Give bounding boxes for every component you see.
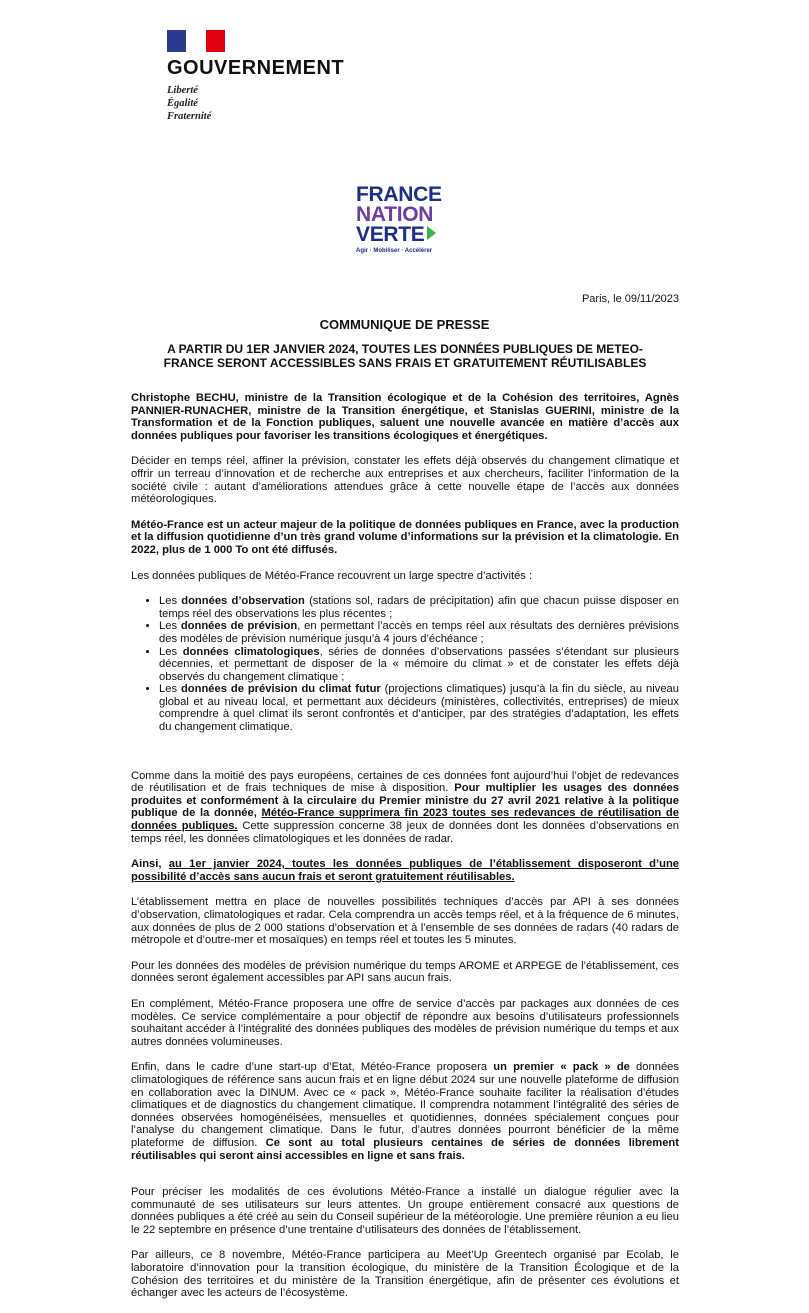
flag-white-band xyxy=(186,30,205,52)
paragraph-5-underlined: au 1er janvier 2024, toutes les données publiques de l’établissement disposeront d’une possibilité d’accès sans aucun frais et seront gratuitement réutilisables. xyxy=(131,858,679,883)
list-item-prefix: Les xyxy=(159,683,181,696)
paragraph-3: Les données publiques de Météo-France recouvrent un large spectre d’activités : xyxy=(131,569,533,582)
list-item-text: , en permettant l’accès en temps réel aux résultats des dernières prévisions des modèles de prévision numérique jusqu’à 4 jours d’échéance ; xyxy=(159,620,679,645)
paragraph-4-bold: Pour multiplier les usages des données produites et conformément à la circulaire du Premier ministre du 27 avril 2021 relative à la politique publique de la donnée, xyxy=(131,782,679,820)
paragraph-2 xyxy=(131,519,679,557)
motto-liberte: Liberté xyxy=(167,85,198,96)
paragraph-11: Par ailleurs, ce 8 novembre, Météo-France participera au Meet’Up Greentech organisé par Ecolab, le laboratoire d’innovation pour la transition écologique, du ministère de la Transition Écologique et de la Cohésion des territoires et du ministère de la Transition énergétique, afin de présenter ces évolutions et échanger avec les acteurs de l’écosystème. xyxy=(131,1249,679,1300)
list-item-bold: données d’observation xyxy=(181,595,305,608)
list-item-bold: données climatologiques xyxy=(182,645,320,658)
intro-paragraph: Christophe BECHU, ministre de la Transition écologique et de la Cohésion des territoires, Agnès PANNIER-RUNACHER, ministre de la Transition énergétique, et Stanislas GUERINI, ministre de la Transformation et de la Fonction publiques, saluent une nouvelle avancée en matière d’accès aux données publiques pour favoriser les transitions écologiques et énergétiques. xyxy=(131,392,679,442)
list-item xyxy=(159,595,679,620)
republic-motto xyxy=(167,84,367,123)
fnv-line-verte-row xyxy=(356,225,466,245)
paragraph-5-bold: Ainsi, xyxy=(131,858,169,871)
french-flag-icon xyxy=(167,30,225,52)
paragraph-7: Pour les données des modèles de prévision numérique du temps AROME et ARPEGE de l’établissement, ces données seront également accessibles par API sans aucun frais. xyxy=(131,959,679,985)
fnv-line-nation: NATION xyxy=(356,203,434,226)
france-nation-verte-logo xyxy=(356,185,466,254)
list-item-text: , séries de données d’observations passées s’étendant sur plusieurs décennies, et permettant de disposer de la « mémoire du climat » et de constater les effets déjà observés du changement climatique ; xyxy=(159,645,679,683)
list-item xyxy=(159,620,679,645)
paragraph-9-middle: données climatologiques de référence sans aucun frais et en ligne début 2024 sur une nouvelle plateforme de diffusion en collaboration avec la DINUM. Avec ce « pack », Météo-France souhaite faciliter la réalisation d’études climatiques et de diagnostics du changement climatique. Il comprendra notamment l’intégralité des séries de données observées homogénéisées, mensuelles et quotidiennes, données spécialement conçues pour l’analyse du changement climatique. Dans le futur, d’autres données pourront bénéficier de la même plateforme de diffusion. xyxy=(131,1061,679,1149)
fnv-line-verte: VERTE xyxy=(356,223,425,246)
date-place: Paris, le 09/11/2023 xyxy=(581,293,679,305)
list-item xyxy=(159,646,679,684)
motto-fraternite: Fraternité xyxy=(167,111,212,122)
motto-egalite: Égalité xyxy=(167,98,198,109)
list-item-bold: données de prévision xyxy=(180,620,298,633)
paragraph-9-text: Enfin, dans le cadre d’une start-up d’Etat, Météo-France proposera xyxy=(131,1061,494,1074)
paragraph-4-end: Cette suppression concerne 38 jeux de données dont les données d’observations en temps réel, les données climatologiques et les données de radar. xyxy=(131,820,679,845)
list-item-text: (projections climatiques) jusqu’à la fin du siècle, au niveau global et au niveau local, et permettant aux décideurs (ministères, collectivités, entreprises) de mieux comprendre à quel climat ils seront confrontés et d’anticiper, par des stratégies d’adaptation, les effets du changement climatique. xyxy=(159,683,679,734)
paragraph-10: Pour préciser les modalités de ces évolutions Météo-France a installé un dialogue régulier avec la communauté de ses utilisateurs sur leurs attentes. Un groupe entièrement consacré aux questions de données publiques a été créé au sein du Conseil supérieur de la météorologie. Une première réunion a eu lieu le 22 septembre en présence d’une trentaine d’utilisateurs des données de l’établissement. xyxy=(131,1186,679,1236)
paragraph-4 xyxy=(131,770,679,846)
flag-blue-band xyxy=(167,30,186,52)
list-item-prefix: Les xyxy=(159,645,183,658)
paragraph-1: Décider en temps réel, affiner la prévision, constater les effets déjà observés du changement climatique et offrir un terreau d’innovation et de recherche aux entreprises et aux chercheurs, faciliter l’information de la société civile : autant d’améliorations attendues grâce à cette nouvelle étape de l’accès aux données météorologiques. xyxy=(131,455,679,506)
headline: A PARTIR DU 1ER JANVIER 2024, TOUTES LES DONNÉES PUBLIQUES DE METEO-FRANCE SERONT ACCESSIBLES SANS FRAIS ET GRATUITEMENT RÉUTILISABLES xyxy=(163,342,647,370)
paragraph-2-bold: Météo-France est un acteur majeur de la politique de données publiques en France, avec la production et la diffusion quotidienne d’un très grand volume d’informations sur la prévision et la climatologie. En 2022, plus de 1 000 To ont été diffusés. xyxy=(131,518,679,556)
paragraph-9-bold-end: Ce sont au total plusieurs centaines de séries de données librement réutilisables qui seront ainsi accessibles en ligne et sans frais. xyxy=(131,1136,679,1162)
paragraph-4-underlined: Météo-France supprimera fin 2023 toutes ses redevances de réutilisation de données publiques. xyxy=(131,807,679,833)
paragraph-4-text: Comme dans la moitié des pays européens, certaines de ces données font aujourd’hui l’objet de redevances de réutilisation et de frais techniques de mise à disposition. xyxy=(131,769,679,795)
paragraph-5 xyxy=(131,858,679,883)
green-chevron-icon xyxy=(427,226,436,240)
fnv-line-france: FRANCE xyxy=(356,183,442,206)
gouvernement-logo xyxy=(167,30,367,123)
list-item-bold: données de prévision du climat futur xyxy=(180,683,381,696)
paragraph-8: En complément, Météo-France proposera une offre de service d’accès par packages aux données de ces modèles. Ce service complémentaire a pour objectif de répondre aux besoins d’utilisateurs professionnels souhaitant accéder à l’intégralité des données publiques des modèles de prévision numérique du temps et aux autres données volumineuses. xyxy=(131,997,679,1048)
list-item-prefix: Les xyxy=(159,595,182,608)
list-item-prefix: Les xyxy=(159,620,181,633)
document-type-title: COMMUNIQUE DE PRESSE xyxy=(319,317,490,332)
fnv-tagline: Agir · Mobiliser · Accélérer xyxy=(356,248,433,254)
gov-title: GOUVERNEMENT xyxy=(167,57,345,79)
flag-red-band xyxy=(206,30,225,52)
list-item xyxy=(159,683,679,733)
paragraph-9 xyxy=(131,1061,679,1162)
activities-list xyxy=(131,595,679,734)
paragraph-6: L’établissement mettra en place de nouvelles possibilités techniques d’accès par API à ses données d’observation, climatologiques et radar. Cela comprendra un accès temps réel, et à la fréquence de 6 minutes, aux données de plus de 2 000 stations d’observation et à l’ensemble de ses données de radars (40 radars de métropole et d’outre-mer et mosaïques) en temps réel et toutes les 5 minutes. xyxy=(131,896,679,947)
body-text xyxy=(131,392,679,1313)
paragraph-9-bold: un premier « pack » de xyxy=(493,1061,630,1074)
list-item-text: (stations sol, radars de précipitation) afin que chacun puisse disposer en temps réel des observations les plus récentes ; xyxy=(159,595,679,620)
